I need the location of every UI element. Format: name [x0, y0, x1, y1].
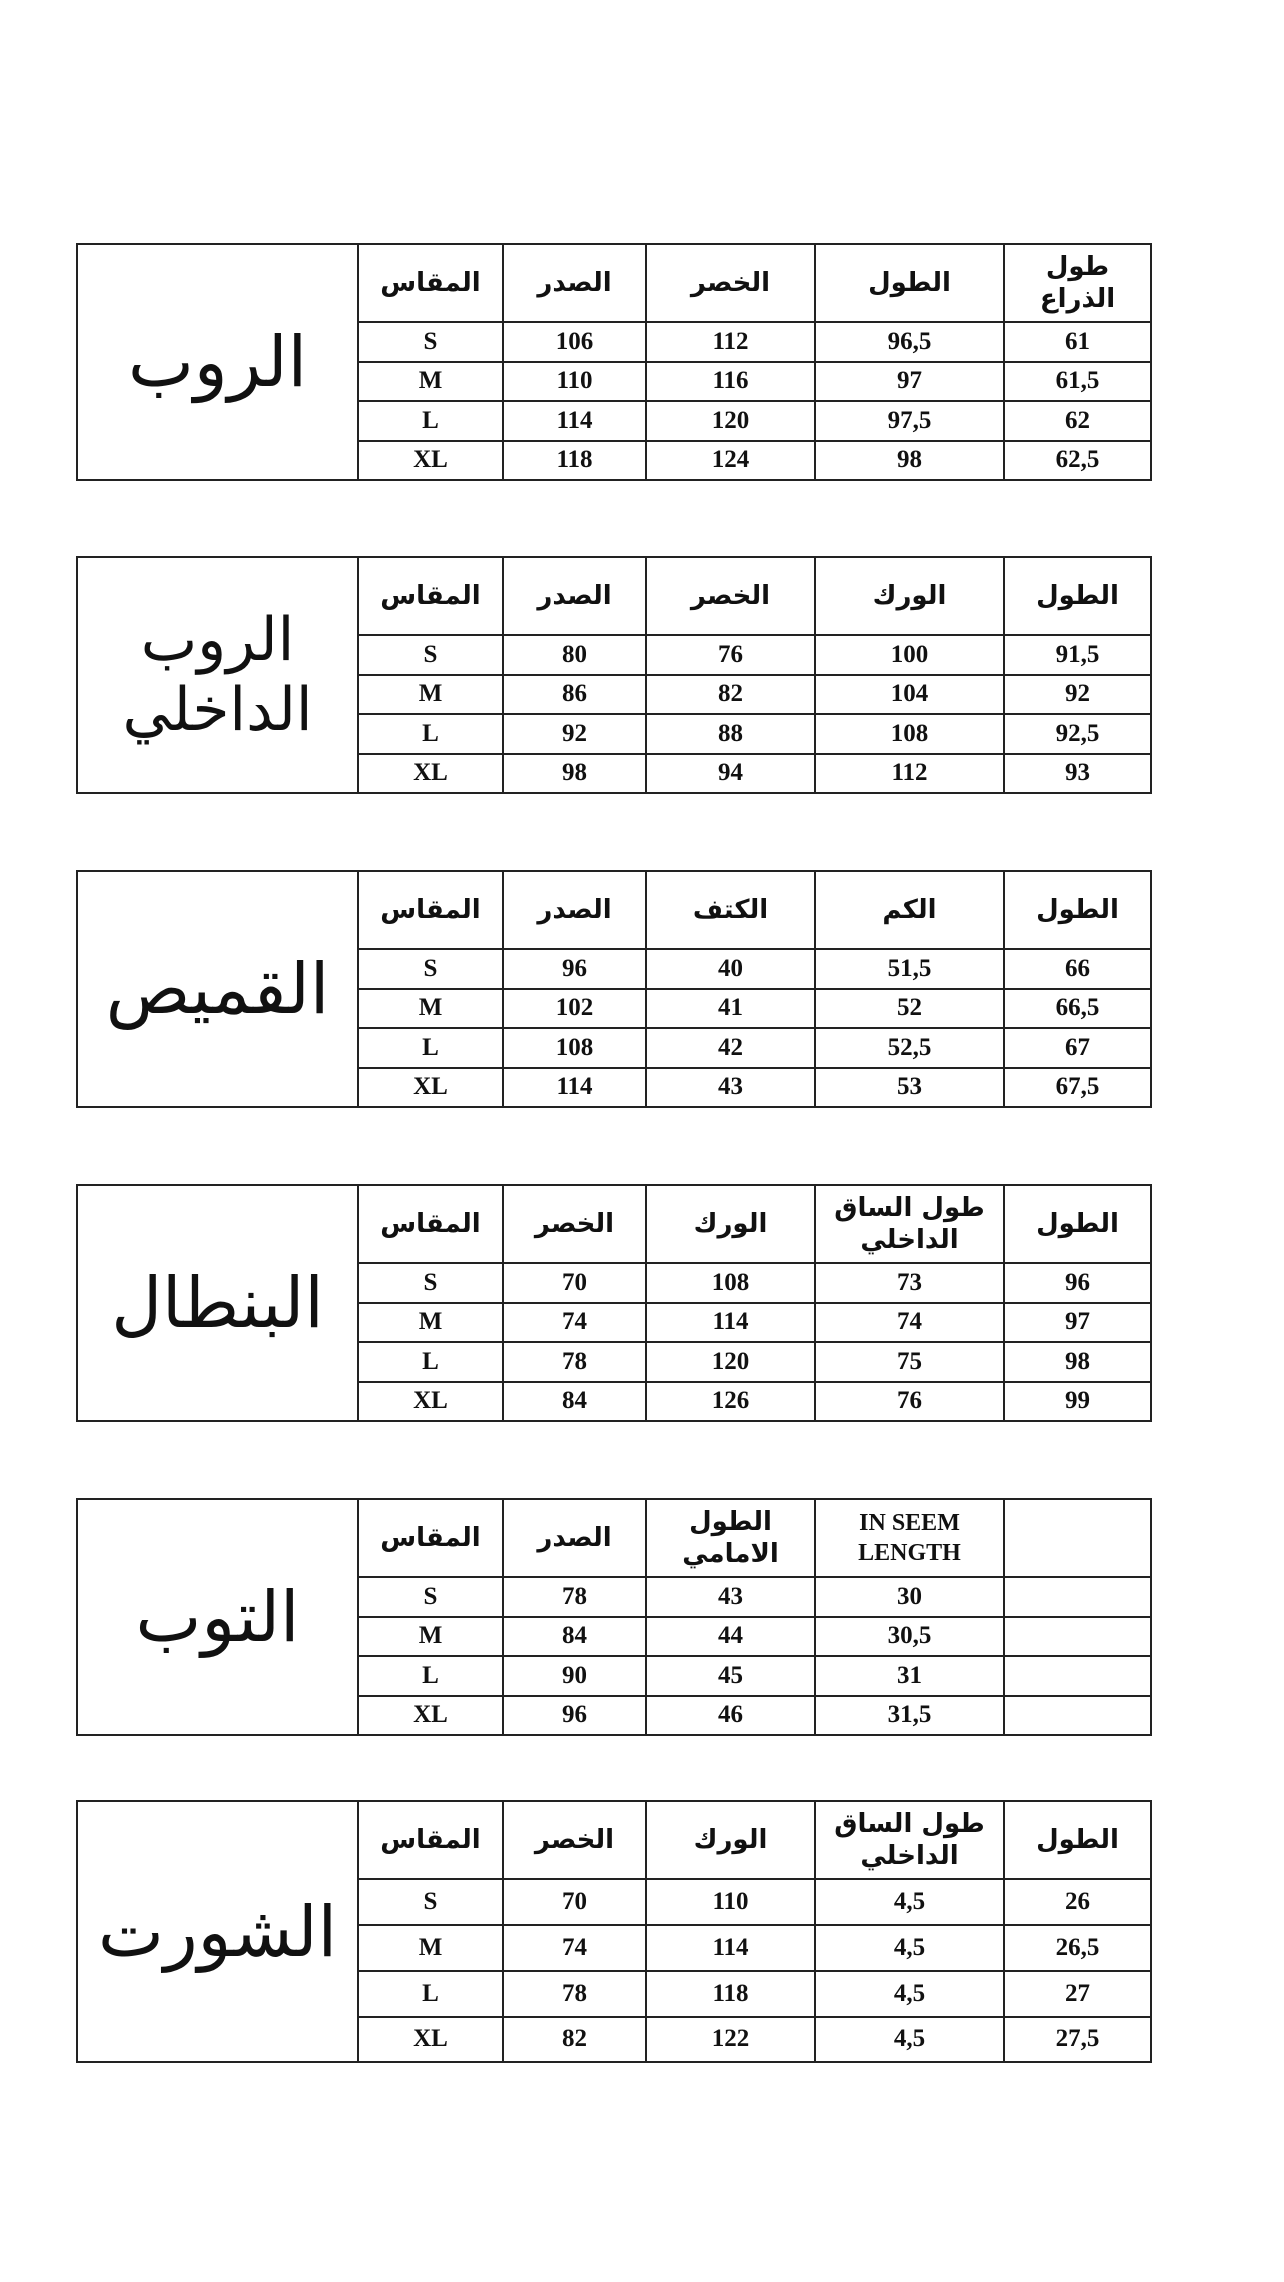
col2-cell: 114 [503, 1068, 646, 1106]
garment-title: البنطال [111, 1262, 324, 1344]
col2-cell: 96 [503, 1696, 646, 1734]
col3-cell: 94 [646, 754, 815, 792]
col3-cell: 88 [646, 714, 815, 754]
garment-title-cell [78, 872, 359, 1106]
table-row [359, 1382, 1150, 1420]
size-header: المقاس [359, 1500, 503, 1577]
col3-header: الخصر [646, 558, 815, 635]
size-chart-block-6 [76, 1800, 1152, 2063]
col4-cell: 4,5 [815, 1925, 1004, 1971]
garment-title-cell [78, 1186, 359, 1420]
table-header-row [359, 558, 1150, 635]
col4-header: طول الساق الداخلي [815, 1186, 1004, 1263]
table-row [359, 635, 1150, 675]
col4-cell: 108 [815, 714, 1004, 754]
col2-header: الصدر [503, 1500, 646, 1577]
col3-cell: 126 [646, 1382, 815, 1420]
size-table [359, 245, 1150, 479]
col5-cell: 98 [1004, 1342, 1150, 1382]
size-header: المقاس [359, 872, 503, 949]
col5-cell: 27,5 [1004, 2017, 1150, 2061]
col2-cell: 108 [503, 1028, 646, 1068]
col2-cell: 86 [503, 675, 646, 715]
garment-title-cell [78, 1802, 359, 2061]
size-cell: L [359, 1028, 503, 1068]
size-cell: L [359, 1656, 503, 1696]
col2-cell: 110 [503, 362, 646, 402]
col4-header: الطول [815, 245, 1004, 322]
col3-cell: 120 [646, 1342, 815, 1382]
size-table [359, 1500, 1150, 1734]
garment-title: القميص [105, 948, 330, 1030]
col4-cell: 97 [815, 362, 1004, 402]
size-table [359, 1802, 1150, 2061]
size-table [359, 1186, 1150, 1420]
size-chart-block-5 [76, 1498, 1152, 1736]
size-cell: S [359, 1879, 503, 1925]
table-header-row [359, 245, 1150, 322]
size-chart-block-1 [76, 243, 1152, 481]
col2-cell: 90 [503, 1656, 646, 1696]
garment-title-cell [78, 245, 359, 479]
col3-cell: 43 [646, 1068, 815, 1106]
col3-cell: 118 [646, 1971, 815, 2017]
col3-cell: 76 [646, 635, 815, 675]
table-row [359, 362, 1150, 402]
col4-cell: 112 [815, 754, 1004, 792]
size-header: المقاس [359, 245, 503, 322]
col5-cell: 93 [1004, 754, 1150, 792]
table-row [359, 754, 1150, 792]
col2-cell: 96 [503, 949, 646, 989]
col4-cell: 30 [815, 1577, 1004, 1617]
table-row [359, 1068, 1150, 1106]
size-table [359, 558, 1150, 792]
size-header: المقاس [359, 558, 503, 635]
col3-header: الكتف [646, 872, 815, 949]
col3-cell: 120 [646, 401, 815, 441]
col5-cell: 91,5 [1004, 635, 1150, 675]
size-cell: S [359, 635, 503, 675]
size-cell: M [359, 1925, 503, 1971]
table-header-row [359, 1500, 1150, 1577]
col5-header: الطول [1004, 872, 1150, 949]
col2-cell: 84 [503, 1382, 646, 1420]
col5-cell: 26 [1004, 1879, 1150, 1925]
col5-cell: 67,5 [1004, 1068, 1150, 1106]
size-chart-block-4 [76, 1184, 1152, 1422]
col3-cell: 124 [646, 441, 815, 479]
col5-cell: 26,5 [1004, 1925, 1150, 1971]
col4-cell: 100 [815, 635, 1004, 675]
table-row [359, 1342, 1150, 1382]
col4-cell: 74 [815, 1303, 1004, 1343]
table-row [359, 2017, 1150, 2061]
col2-cell: 118 [503, 441, 646, 479]
col5-cell: 62 [1004, 401, 1150, 441]
col4-cell: 75 [815, 1342, 1004, 1382]
size-cell: L [359, 1971, 503, 2017]
col2-cell: 82 [503, 2017, 646, 2061]
table-row [359, 1617, 1150, 1657]
col5-header: الطول [1004, 1802, 1150, 1879]
col4-cell: 98 [815, 441, 1004, 479]
table-row [359, 1656, 1150, 1696]
table-row [359, 1263, 1150, 1303]
col3-cell: 41 [646, 989, 815, 1029]
size-cell: S [359, 949, 503, 989]
col4-cell: 76 [815, 1382, 1004, 1420]
size-cell: XL [359, 1696, 503, 1734]
table-header-row [359, 1186, 1150, 1263]
table-row [359, 949, 1150, 989]
garment-title: التوب [135, 1576, 300, 1658]
col3-cell: 108 [646, 1263, 815, 1303]
col5-cell [1004, 1696, 1150, 1734]
col5-cell: 62,5 [1004, 441, 1150, 479]
table-row [359, 1879, 1150, 1925]
col3-cell: 43 [646, 1577, 815, 1617]
col2-cell: 106 [503, 322, 646, 362]
col3-cell: 44 [646, 1617, 815, 1657]
col4-cell: 53 [815, 1068, 1004, 1106]
col4-cell: 97,5 [815, 401, 1004, 441]
col3-cell: 42 [646, 1028, 815, 1068]
col3-cell: 122 [646, 2017, 815, 2061]
col3-cell: 110 [646, 1879, 815, 1925]
col5-cell [1004, 1577, 1150, 1617]
col3-cell: 114 [646, 1925, 815, 1971]
col5-header [1004, 1500, 1150, 1577]
size-cell: XL [359, 2017, 503, 2061]
col5-cell [1004, 1656, 1150, 1696]
col2-cell: 98 [503, 754, 646, 792]
col2-cell: 92 [503, 714, 646, 754]
garment-title: الشورت [97, 1890, 338, 1973]
table-row [359, 714, 1150, 754]
col5-cell: 61 [1004, 322, 1150, 362]
table-row [359, 1303, 1150, 1343]
col4-cell: 52,5 [815, 1028, 1004, 1068]
col3-header: الورك [646, 1186, 815, 1263]
garment-title-cell [78, 558, 359, 792]
garment-title-cell [78, 1500, 359, 1734]
col3-cell: 82 [646, 675, 815, 715]
table-row [359, 1971, 1150, 2017]
col2-cell: 114 [503, 401, 646, 441]
col4-cell: 31,5 [815, 1696, 1004, 1734]
table-header-row [359, 872, 1150, 949]
col5-cell: 92 [1004, 675, 1150, 715]
col5-cell: 99 [1004, 1382, 1150, 1420]
col2-cell: 84 [503, 1617, 646, 1657]
col4-cell: 4,5 [815, 1971, 1004, 2017]
col2-cell: 102 [503, 989, 646, 1029]
col4-cell: 52 [815, 989, 1004, 1029]
col2-header: الخصر [503, 1186, 646, 1263]
col3-header: الورك [646, 1802, 815, 1879]
col3-cell: 114 [646, 1303, 815, 1343]
col5-header: طول الذراع [1004, 245, 1150, 322]
size-header: المقاس [359, 1802, 503, 1879]
size-cell: XL [359, 1382, 503, 1420]
size-cell: S [359, 322, 503, 362]
col5-cell: 97 [1004, 1303, 1150, 1343]
col3-cell: 40 [646, 949, 815, 989]
col4-cell: 30,5 [815, 1617, 1004, 1657]
col5-cell: 67 [1004, 1028, 1150, 1068]
size-chart-block-2 [76, 556, 1152, 794]
col5-cell: 61,5 [1004, 362, 1150, 402]
col5-header: الطول [1004, 1186, 1150, 1263]
col2-cell: 78 [503, 1577, 646, 1617]
table-row [359, 989, 1150, 1029]
col4-cell: 73 [815, 1263, 1004, 1303]
col4-cell: 96,5 [815, 322, 1004, 362]
col3-cell: 45 [646, 1656, 815, 1696]
col2-cell: 78 [503, 1971, 646, 2017]
col5-cell: 96 [1004, 1263, 1150, 1303]
col4-header: الورك [815, 558, 1004, 635]
col2-cell: 70 [503, 1263, 646, 1303]
size-cell: L [359, 1342, 503, 1382]
col5-cell: 66,5 [1004, 989, 1150, 1029]
size-cell: XL [359, 1068, 503, 1106]
col2-cell: 80 [503, 635, 646, 675]
size-cell: XL [359, 441, 503, 479]
col3-cell: 116 [646, 362, 815, 402]
table-row [359, 1028, 1150, 1068]
col4-header: طول الساق الداخلي [815, 1802, 1004, 1879]
table-row [359, 322, 1150, 362]
size-cell: M [359, 1303, 503, 1343]
size-cell: S [359, 1577, 503, 1617]
col4-header: IN SEEM LENGTH [815, 1500, 1004, 1577]
col5-cell: 27 [1004, 1971, 1150, 2017]
col3-header: الخصر [646, 245, 815, 322]
size-cell: M [359, 989, 503, 1029]
table-row [359, 1577, 1150, 1617]
col3-cell: 112 [646, 322, 815, 362]
col2-cell: 74 [503, 1303, 646, 1343]
col2-cell: 78 [503, 1342, 646, 1382]
size-cell: S [359, 1263, 503, 1303]
col5-cell [1004, 1617, 1150, 1657]
table-row [359, 1925, 1150, 1971]
size-cell: M [359, 362, 503, 402]
size-cell: XL [359, 754, 503, 792]
col4-cell: 4,5 [815, 2017, 1004, 2061]
col3-header: الطول الامامي [646, 1500, 815, 1577]
garment-title: الروب الداخلي [122, 605, 313, 745]
col4-header: الكم [815, 872, 1004, 949]
table-row [359, 675, 1150, 715]
size-cell: M [359, 1617, 503, 1657]
col2-cell: 70 [503, 1879, 646, 1925]
garment-title: الروب [127, 321, 308, 403]
col2-header: الصدر [503, 558, 646, 635]
col5-cell: 92,5 [1004, 714, 1150, 754]
col2-cell: 74 [503, 1925, 646, 1971]
table-header-row [359, 1802, 1150, 1879]
col5-cell: 66 [1004, 949, 1150, 989]
size-cell: L [359, 714, 503, 754]
size-cell: M [359, 675, 503, 715]
col4-cell: 104 [815, 675, 1004, 715]
table-row [359, 401, 1150, 441]
col2-header: الخصر [503, 1802, 646, 1879]
col3-cell: 46 [646, 1696, 815, 1734]
col5-header: الطول [1004, 558, 1150, 635]
col4-cell: 51,5 [815, 949, 1004, 989]
col4-cell: 4,5 [815, 1879, 1004, 1925]
size-header: المقاس [359, 1186, 503, 1263]
col2-header: الصدر [503, 872, 646, 949]
col4-cell: 31 [815, 1656, 1004, 1696]
size-chart-block-3 [76, 870, 1152, 1108]
size-table [359, 872, 1150, 1106]
table-row [359, 1696, 1150, 1734]
col2-header: الصدر [503, 245, 646, 322]
table-row [359, 441, 1150, 479]
size-cell: L [359, 401, 503, 441]
